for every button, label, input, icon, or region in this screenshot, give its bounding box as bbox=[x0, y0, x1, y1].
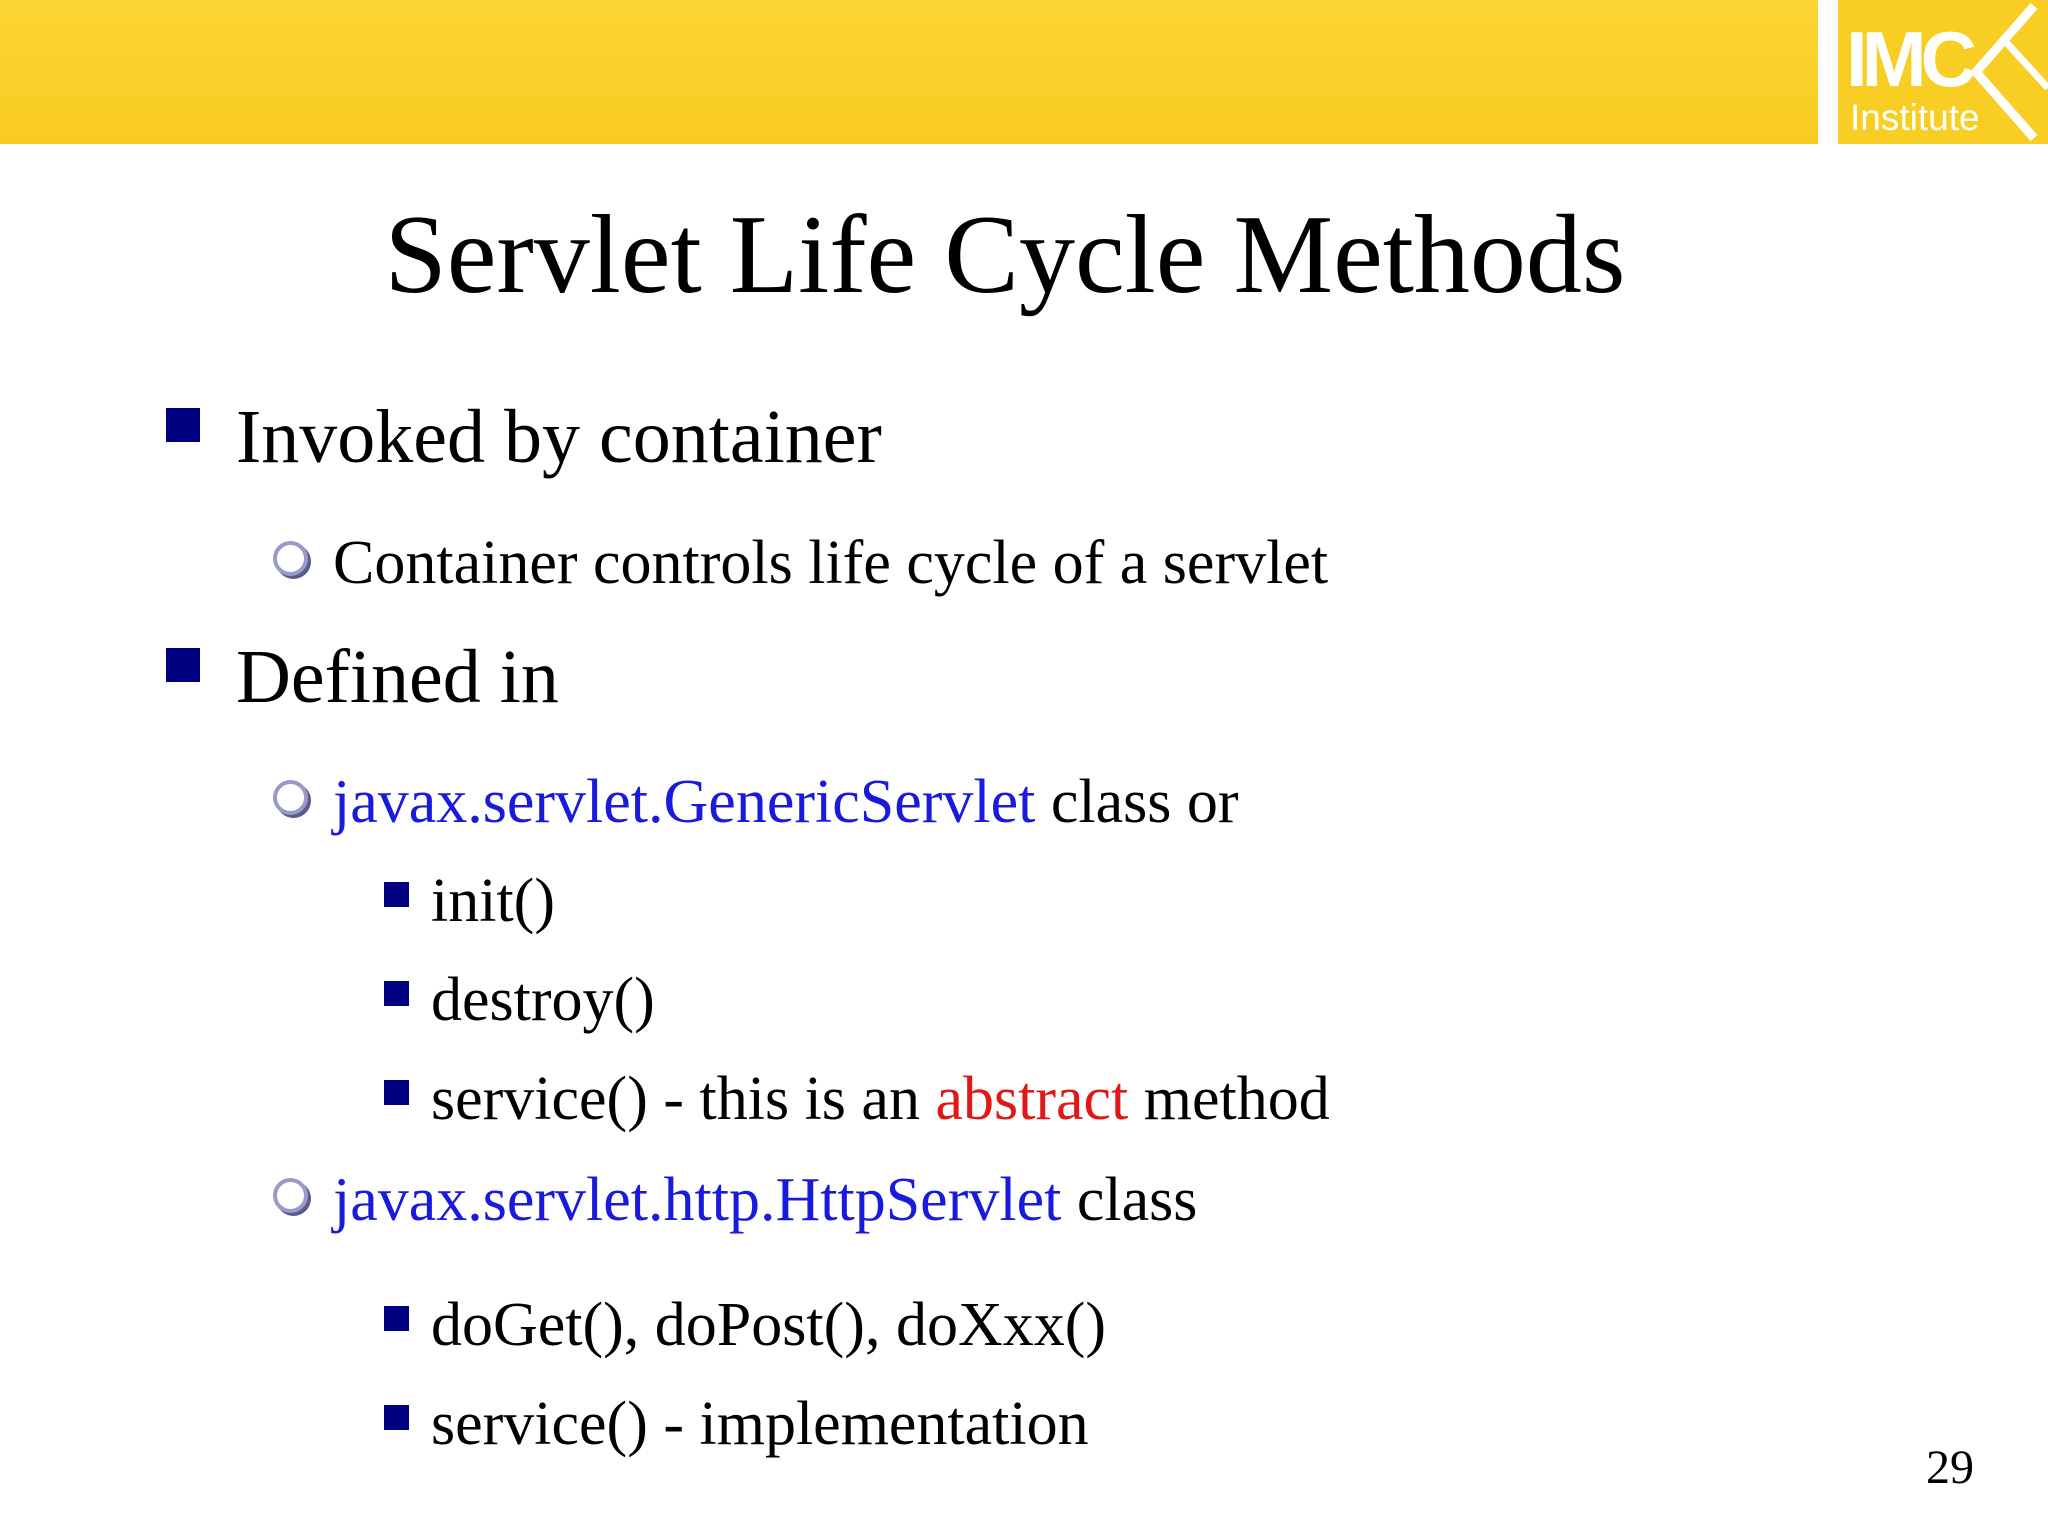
bullet-circle-icon bbox=[273, 1178, 308, 1213]
bullet-init: init() bbox=[431, 867, 555, 935]
imc-institute-logo bbox=[1838, 0, 2048, 144]
bullet-prefix: service() - this is an bbox=[431, 1065, 936, 1133]
bullet-service-implementation: service() - implementation bbox=[431, 1390, 1089, 1458]
logo-text: IMC bbox=[1846, 15, 1971, 103]
bullet-destroy: destroy() bbox=[431, 966, 655, 1034]
bullet-square-icon bbox=[166, 408, 200, 442]
bullet-square-icon bbox=[384, 882, 409, 907]
logo-chevron-icon bbox=[1838, 0, 2048, 144]
abstract-keyword: abstract bbox=[935, 1065, 1129, 1133]
header-bar bbox=[0, 0, 1818, 144]
bullet-circle-icon bbox=[273, 780, 308, 815]
bullet-square-icon bbox=[384, 1405, 409, 1430]
page-number: 29 bbox=[1926, 1441, 1974, 1494]
slide-title: Servlet Life Cycle Methods bbox=[384, 193, 1626, 317]
logo-subtext: Institute bbox=[1850, 97, 1980, 138]
class-name-generic-servlet: javax.servlet.GenericServlet bbox=[333, 768, 1036, 836]
bullet-generic-servlet bbox=[333, 764, 1239, 840]
bullet-suffix: method bbox=[1128, 1065, 1330, 1133]
bullet-square-icon bbox=[384, 981, 409, 1006]
bullet-container-controls: Container controls life cycle of a servlet bbox=[333, 529, 1329, 597]
bullet-invoked-by-container: Invoked by container bbox=[236, 395, 882, 479]
bullet-http-servlet bbox=[333, 1162, 1197, 1238]
bullet-square-icon bbox=[384, 1306, 409, 1331]
bullet-square-icon bbox=[384, 1080, 409, 1105]
bullet-suffix: class bbox=[1061, 1166, 1198, 1234]
bullet-square-icon bbox=[166, 648, 200, 682]
class-name-http-servlet: javax.servlet.http.HttpServlet bbox=[333, 1166, 1062, 1234]
bullet-service-abstract bbox=[431, 1061, 1330, 1137]
bullet-doget-dopost: doGet(), doPost(), doXxx() bbox=[431, 1291, 1107, 1359]
bullet-suffix: class or bbox=[1035, 768, 1239, 836]
bullet-defined-in: Defined in bbox=[236, 635, 559, 719]
bullet-circle-icon bbox=[273, 541, 308, 576]
